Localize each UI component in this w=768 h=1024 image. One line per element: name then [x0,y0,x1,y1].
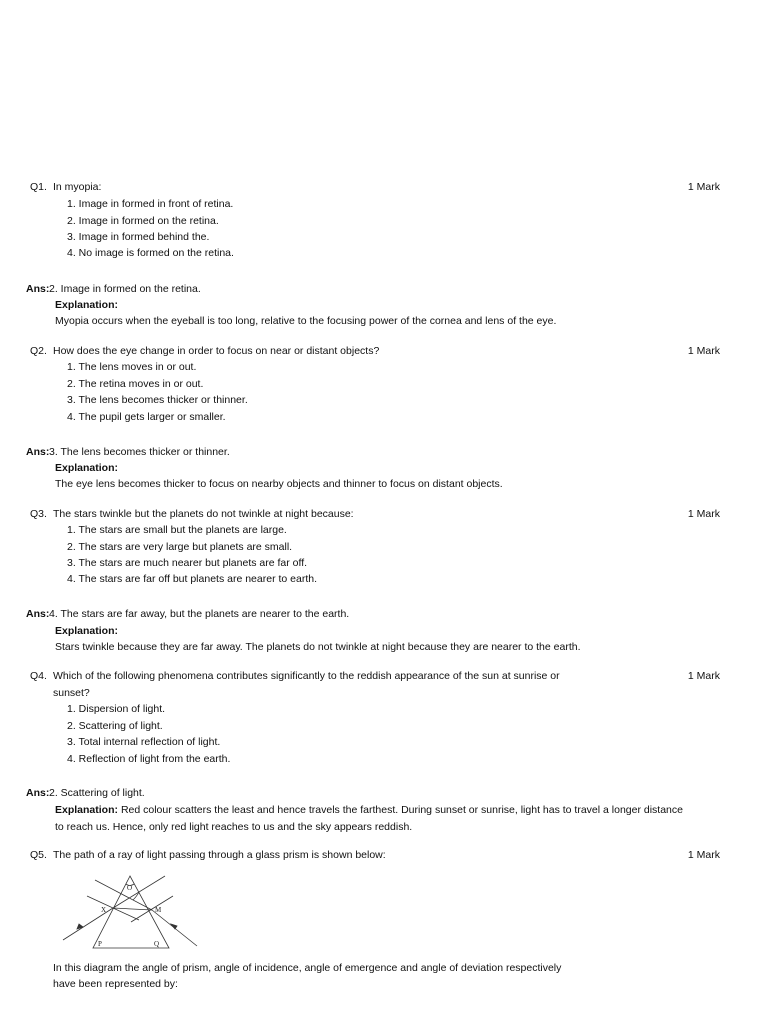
q4-question-line-2: sunset? [53,687,90,699]
q4-question-line-1: Which of the following phenomena contributes significantly to the reddish appearance of the sun at sunrise or [53,670,560,682]
q2-answer: 3. The lens becomes thicker or thinner. [49,446,230,458]
q1-mark: 1 Mark [687,181,720,193]
q1-option-3: 3. Image in formed behind the. [67,231,210,243]
q2-option-4: 4. The pupil gets larger or smaller. [67,411,226,423]
q5-follow-line-1: In this diagram the angle of prism, angle of incidence, angle of emergence and angle of deviation respectively [53,962,562,974]
q4-answer-label: Ans: [26,787,50,799]
q1-number: Q1. [30,181,47,193]
deviation-angle-arc [133,892,139,900]
q2-number: Q2. [30,345,47,357]
q4-explanation-label: Explanation: [55,804,119,816]
q1-answer-label: Ans: [26,283,50,295]
q3-answer-label: Ans: [26,608,50,620]
q3-mark: 1 Mark [687,508,720,520]
q1-explanation-label: Explanation: [55,299,119,311]
q3-answer: 4. The stars are far away, but the planets are nearer to the earth. [49,608,350,620]
q1-option-2: 2. Image in formed on the retina. [67,215,219,227]
q3-explanation-label: Explanation: [55,625,119,637]
label-o: O [127,884,133,892]
label-x: X [101,906,107,914]
label-p: P [98,940,102,948]
q5-follow-line-2: have been represented by: [53,978,178,990]
q2-explanation-label: Explanation: [55,462,119,474]
q2-option-2: 2. The retina moves in or out. [67,378,204,390]
q3-option-1: 1. The stars are small but the planets are large. [67,524,287,536]
q2-mark: 1 Mark [687,345,720,357]
q4-option-2: 2. Scattering of light. [67,720,163,732]
emergent-arrow [171,924,177,929]
q3-number: Q3. [30,508,47,520]
q3-option-2: 2. The stars are very large but planets are small. [67,541,293,553]
q2-option-3: 3. The lens becomes thicker or thinner. [67,394,248,406]
q3-option-3: 3. The stars are much nearer but planets are far off. [67,557,308,569]
q4-answer: 2. Scattering of light. [49,787,145,799]
q4-option-1: 1. Dispersion of light. [67,703,166,715]
q3-explanation: Stars twinkle because they are far away. The planets do not twinkle at night because they are nearer to the earth. [55,641,581,653]
q2-answer-label: Ans: [26,446,50,458]
q4-explanation-line-2: to reach us. Hence, only red light reaches to us and the sky appears reddish. [55,821,413,833]
q4-option-4: 4. Reflection of light from the earth. [67,753,231,765]
q3-question: The stars twinkle but the planets do not twinkle at night because: [53,508,354,520]
q5-mark: 1 Mark [687,849,720,861]
q4-option-3: 3. Total internal reflection of light. [67,736,221,748]
q5-number: Q5. [30,849,47,861]
q4-explanation-line-1 [55,804,683,817]
q4-number: Q4. [30,670,47,682]
label-m: M [155,906,162,914]
refracted-ray [113,908,152,910]
q2-question: How does the eye change in order to focus on near or distant objects? [53,345,380,357]
prism-diagram [55,868,235,958]
q3-option-4: 4. The stars are far off but planets are nearer to earth. [67,573,318,585]
q1-option-4: 4. No image is formed on the retina. [67,247,234,259]
q1-option-1: 1. Image in formed in front of retina. [67,198,234,210]
q1-answer: 2. Image in formed on the retina. [49,283,201,295]
q4-explanation-text: Red colour scatters the least and hence travels the farthest. During sunset or sunrise, light has to travel a longer distance [120,804,683,816]
q1-explanation: Myopia occurs when the eyeball is too long, relative to the focusing power of the cornea and lens of the eye. [55,315,557,327]
label-q: Q [154,940,160,948]
q4-mark: 1 Mark [687,670,720,682]
q5-question: The path of a ray of light passing through a glass prism is shown below: [53,849,386,861]
q2-explanation: The eye lens becomes thicker to focus on nearby objects and thinner to focus on distant objects. [55,478,503,490]
q1-question: In myopia: [53,181,102,193]
q2-option-1: 1. The lens moves in or out. [67,361,197,373]
